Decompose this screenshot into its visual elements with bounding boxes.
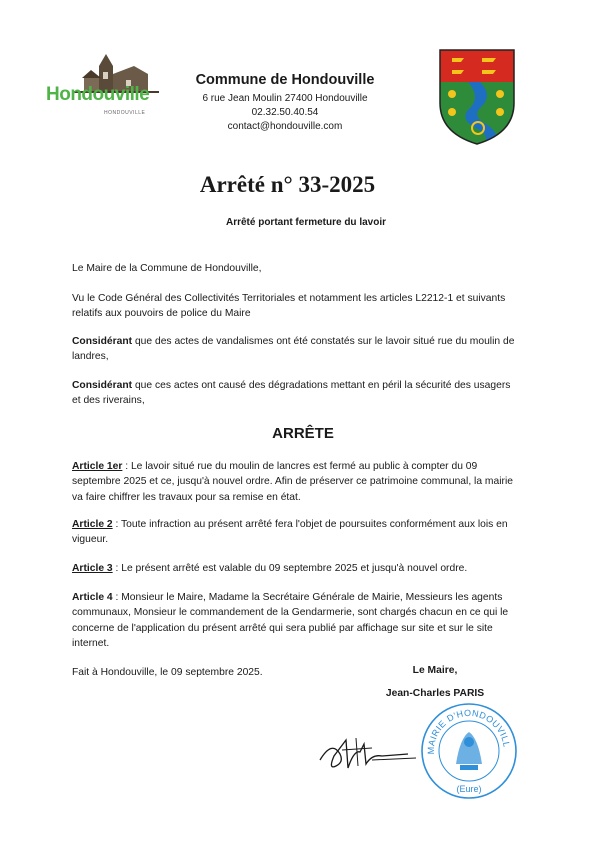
signatory-name: Jean-Charles PARIS xyxy=(385,688,485,699)
article-3-label: Article 3 xyxy=(72,563,113,574)
handwritten-signature xyxy=(312,720,422,780)
email: contact@hondouville.com xyxy=(227,121,343,132)
coat-of-arms xyxy=(438,48,516,146)
considerant-label: Considérant xyxy=(72,380,133,391)
article-3 xyxy=(72,561,520,576)
fait-a: Fait à Hondouville, le 09 septembre 2025. xyxy=(72,667,263,678)
article-2-text: : Toute infraction au présent arrêté fera l'objet de poursuites conformément aux lois en vigueur. xyxy=(72,519,508,546)
article-1-label: Article 1er xyxy=(72,461,123,472)
article-4 xyxy=(72,590,520,651)
article-4-label: Article 4 xyxy=(72,592,113,603)
document-subtitle: Arrêté portant fermeture du lavoir xyxy=(225,217,387,228)
stamp-bottom-text: (Eure) xyxy=(456,784,482,794)
article-2-label: Article 2 xyxy=(72,519,113,530)
considerant-text-2: que ces actes ont causé des dégradations mettant en péril la sécurité des usagers et des riverains, xyxy=(72,380,511,407)
phone: 02.32.50.40.54 xyxy=(251,107,319,118)
considerant-text-1: que des actes de vandalismes ont été constatés sur le lavoir situé rue du moulin de landres, xyxy=(72,336,515,363)
letterhead xyxy=(170,72,400,134)
intro-paragraph: Le Maire de la Commune de Hondouville, xyxy=(72,263,262,274)
article-3-text: : Le présent arrêté est valable du 09 septembre 2025 et jusqu'à nouvel ordre. xyxy=(112,563,468,574)
arrete-heading: ARRÊTE xyxy=(272,425,334,442)
commune-name: Commune de Hondouville xyxy=(195,72,375,88)
mairie-stamp xyxy=(420,702,518,800)
logo-subtext: HONDOUVILLE xyxy=(104,110,146,116)
logo-text: Hondouville xyxy=(46,84,150,105)
article-4-text: : Monsieur le Maire, Madame la Secrétaire Générale de Mairie, Messieurs les agents communaux, Monsieur le commandement de la Gendarmerie, sont chargés chacun en ce qui le concerne de l'application du présent arrêté qui sera publié par affichage sur site et sur le site internet. xyxy=(72,592,509,649)
article-2 xyxy=(72,517,520,548)
signatory-role: Le Maire, xyxy=(412,665,458,676)
document-title: Arrêté n° 33-2025 xyxy=(199,172,376,197)
considerant-paragraph-1 xyxy=(72,334,520,365)
article-1-text: : Le lavoir situé rue du moulin de lancres est fermé au public à compter du 09 septembre 2025 et ce, jusqu'à nouvel ordre. Afin de préserver ce patrimoine communal, la mairie va faire chiffrer les travaux pour sa remise en état. xyxy=(72,461,513,503)
considerant-paragraph-2 xyxy=(72,378,520,409)
vu-paragraph: Vu le Code Général des Collectivités Territoriales et notamment les articles L2212-1 et suivants relatifs aux pouvoirs de police du Maire xyxy=(72,293,506,320)
stamp-top-text: MAIRIE D'HONDOUVILL xyxy=(425,707,512,755)
article-1 xyxy=(72,459,520,505)
considerant-label: Considérant xyxy=(72,336,133,347)
address: 6 rue Jean Moulin 27400 Hondouville xyxy=(202,93,368,104)
commune-logo xyxy=(44,48,172,128)
